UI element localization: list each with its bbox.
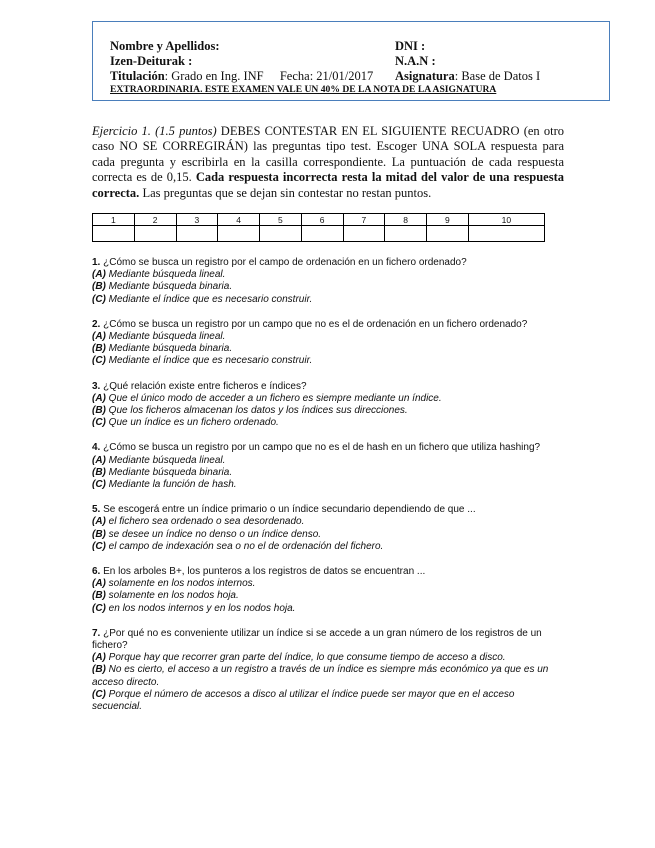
intro-bold-text: Cada respuesta incorrecta resta la mitad del valor de una respuesta correcta.	[92, 170, 564, 200]
question-number: 5.	[92, 504, 101, 516]
izen-label: Izen-Deiturak :	[110, 54, 193, 68]
option-label: (C)	[92, 293, 106, 305]
question-number: 3.	[92, 380, 101, 392]
option-label: (A)	[92, 331, 106, 343]
option-label: (B)	[92, 281, 106, 293]
question-number: 7.	[92, 627, 101, 639]
question-6	[92, 566, 564, 615]
nan-label: N.A.N :	[395, 54, 436, 68]
titulacion-label: Titulación	[110, 69, 165, 83]
question-stem: ¿Cómo se busca un registro por un campo que no es el de hash en un fichero que utiliza hashing?	[100, 442, 541, 454]
option-text: Que un índice es un fichero ordenado.	[105, 417, 279, 429]
option-label: (A)	[92, 516, 106, 528]
question-stem: Se escogerá entre un índice primario o un índice secundario dependiendo de que ...	[100, 504, 476, 516]
option-text: Que los ficheros almacenan los datos y los índices sus direcciones.	[105, 405, 408, 417]
fecha-text: Fecha: 21/01/2017	[279, 69, 374, 83]
question-7	[92, 628, 564, 713]
answer-cell[interactable]	[134, 226, 176, 242]
question-stem: En los arboles B+, los punteros a los registros de datos se encuentran ...	[100, 566, 426, 578]
option-label: (A)	[92, 652, 106, 664]
question-number: 4.	[92, 442, 101, 454]
answer-cell[interactable]	[260, 226, 302, 242]
option-label: (C)	[92, 688, 106, 700]
option-text: Mediante búsqueda binaria.	[105, 466, 233, 478]
option-text: Mediante búsqueda lineal.	[105, 454, 226, 466]
option-text: el campo de indexación sea o no el de ordenación del fichero.	[105, 540, 384, 552]
answer-number: 7	[343, 214, 385, 226]
question-stem: ¿Por qué no es conveniente utilizar un índice si se accede a un gran número de los registros de un fichero?	[92, 627, 542, 652]
answer-number: 4	[218, 214, 260, 226]
option-label: (C)	[92, 540, 106, 552]
dni-label: DNI :	[395, 39, 426, 53]
option-text: Mediante el índice que es necesario construir.	[105, 355, 313, 367]
option-text: se desee un índice no denso o un índice denso.	[105, 528, 322, 540]
answer-cell[interactable]	[427, 226, 469, 242]
question-number: 6.	[92, 566, 101, 578]
answer-cell[interactable]	[343, 226, 385, 242]
titulacion-line	[110, 69, 373, 84]
intro-text-2: Las preguntas que se dejan sin contestar no restan puntos.	[139, 185, 432, 200]
question-2	[92, 319, 564, 368]
question-4	[92, 442, 564, 491]
question-number: 2.	[92, 318, 101, 330]
answer-number: 1	[93, 214, 135, 226]
intro-text-1: DEBES CONTESTAR EN EL SIGUIENTE RECUADRO (en otro caso NO SE CORREGIRÁN) las preguntas tipo test. Escoger UNA SOLA respuesta para cada pregunta y escribirla en la casilla correspondiente. La puntuación de cada respuesta correcta es de 0,15.	[92, 124, 564, 185]
answer-number: 3	[176, 214, 218, 226]
question-3	[92, 381, 564, 430]
question-5	[92, 504, 564, 553]
option-text: Mediante búsqueda binaria.	[105, 343, 233, 355]
answer-cell[interactable]	[385, 226, 427, 242]
option-label: (A)	[92, 392, 106, 404]
answer-cell[interactable]	[301, 226, 343, 242]
option-text: Porque hay que recorrer gran parte del índice, lo que consume tiempo de acceso a disco.	[105, 652, 506, 664]
question-stem: ¿Qué relación existe entre ficheros e índices?	[100, 380, 307, 392]
option-text: el fichero sea ordenado o sea desordenado.	[105, 516, 305, 528]
answer-number: 2	[134, 214, 176, 226]
asignatura-line	[395, 69, 540, 84]
option-label: (A)	[92, 454, 106, 466]
option-text: Mediante búsqueda lineal.	[105, 331, 226, 343]
option-label: (B)	[92, 405, 106, 417]
option-text: Mediante búsqueda binaria.	[105, 281, 233, 293]
answer-number: 5	[260, 214, 302, 226]
option-label: (C)	[92, 355, 106, 367]
answer-cell[interactable]	[176, 226, 218, 242]
question-number: 1.	[92, 257, 101, 268]
answer-number: 9	[427, 214, 469, 226]
option-text: Porque el número de accesos a disco al utilizar el índice puede ser mayor que en el acceso secuencial.	[92, 688, 515, 713]
question-list	[92, 257, 564, 726]
option-label: (B)	[92, 528, 106, 540]
exercise-title: Ejercicio 1. (1.5 puntos)	[92, 124, 217, 138]
option-text: Que el único modo de acceder a un fichero es siempre mediante un índice.	[105, 392, 442, 404]
titulacion-value: : Grado en Ing. INF	[164, 69, 264, 83]
question-stem: ¿Cómo se busca un registro por el campo de ordenación en un fichero ordenado?	[100, 257, 467, 268]
answer-cell[interactable]	[218, 226, 260, 242]
exercise-intro	[92, 124, 564, 201]
option-text: No es cierto, el acceso a un registro a través de un índice es siempre más económico ya que es un acceso directo.	[92, 664, 549, 688]
option-text: en los nodos internos y en los nodos hoja.	[105, 602, 296, 614]
question-stem: ¿Cómo se busca un registro por un campo que no es el de ordenación en un fichero ordenado?	[100, 318, 528, 330]
option-text: Mediante el índice que es necesario construir.	[105, 293, 313, 305]
option-text: Mediante la función de hash.	[105, 479, 237, 491]
name-label: Nombre y Apellidos:	[110, 39, 220, 53]
asignatura-value: : Base de Datos I	[454, 69, 541, 83]
option-label: (C)	[92, 417, 106, 429]
answer-number: 6	[301, 214, 343, 226]
option-text: solamente en los nodos internos.	[105, 578, 256, 590]
option-text: Mediante búsqueda lineal.	[105, 269, 226, 281]
option-label: (A)	[92, 269, 106, 281]
option-label: (B)	[92, 466, 106, 478]
option-label: (B)	[92, 590, 106, 602]
option-label: (C)	[92, 479, 106, 491]
answer-cell[interactable]	[93, 226, 135, 242]
answer-cell[interactable]	[468, 226, 544, 242]
option-label: (C)	[92, 602, 106, 614]
option-label: (B)	[92, 664, 106, 676]
asignatura-label: Asignatura	[395, 69, 455, 83]
option-label: (B)	[92, 343, 106, 355]
option-label: (A)	[92, 578, 106, 590]
answer-number: 10	[468, 214, 544, 226]
exam-header	[92, 21, 610, 101]
question-1	[92, 257, 564, 306]
option-text: solamente en los nodos hoja.	[105, 590, 239, 602]
answer-number: 8	[385, 214, 427, 226]
exam-notice: EXTRAORDINARIA. ESTE EXAMEN VALE UN 40% DE LA NOTA DE LA ASIGNATURA	[110, 84, 497, 95]
answer-grid	[92, 213, 545, 242]
